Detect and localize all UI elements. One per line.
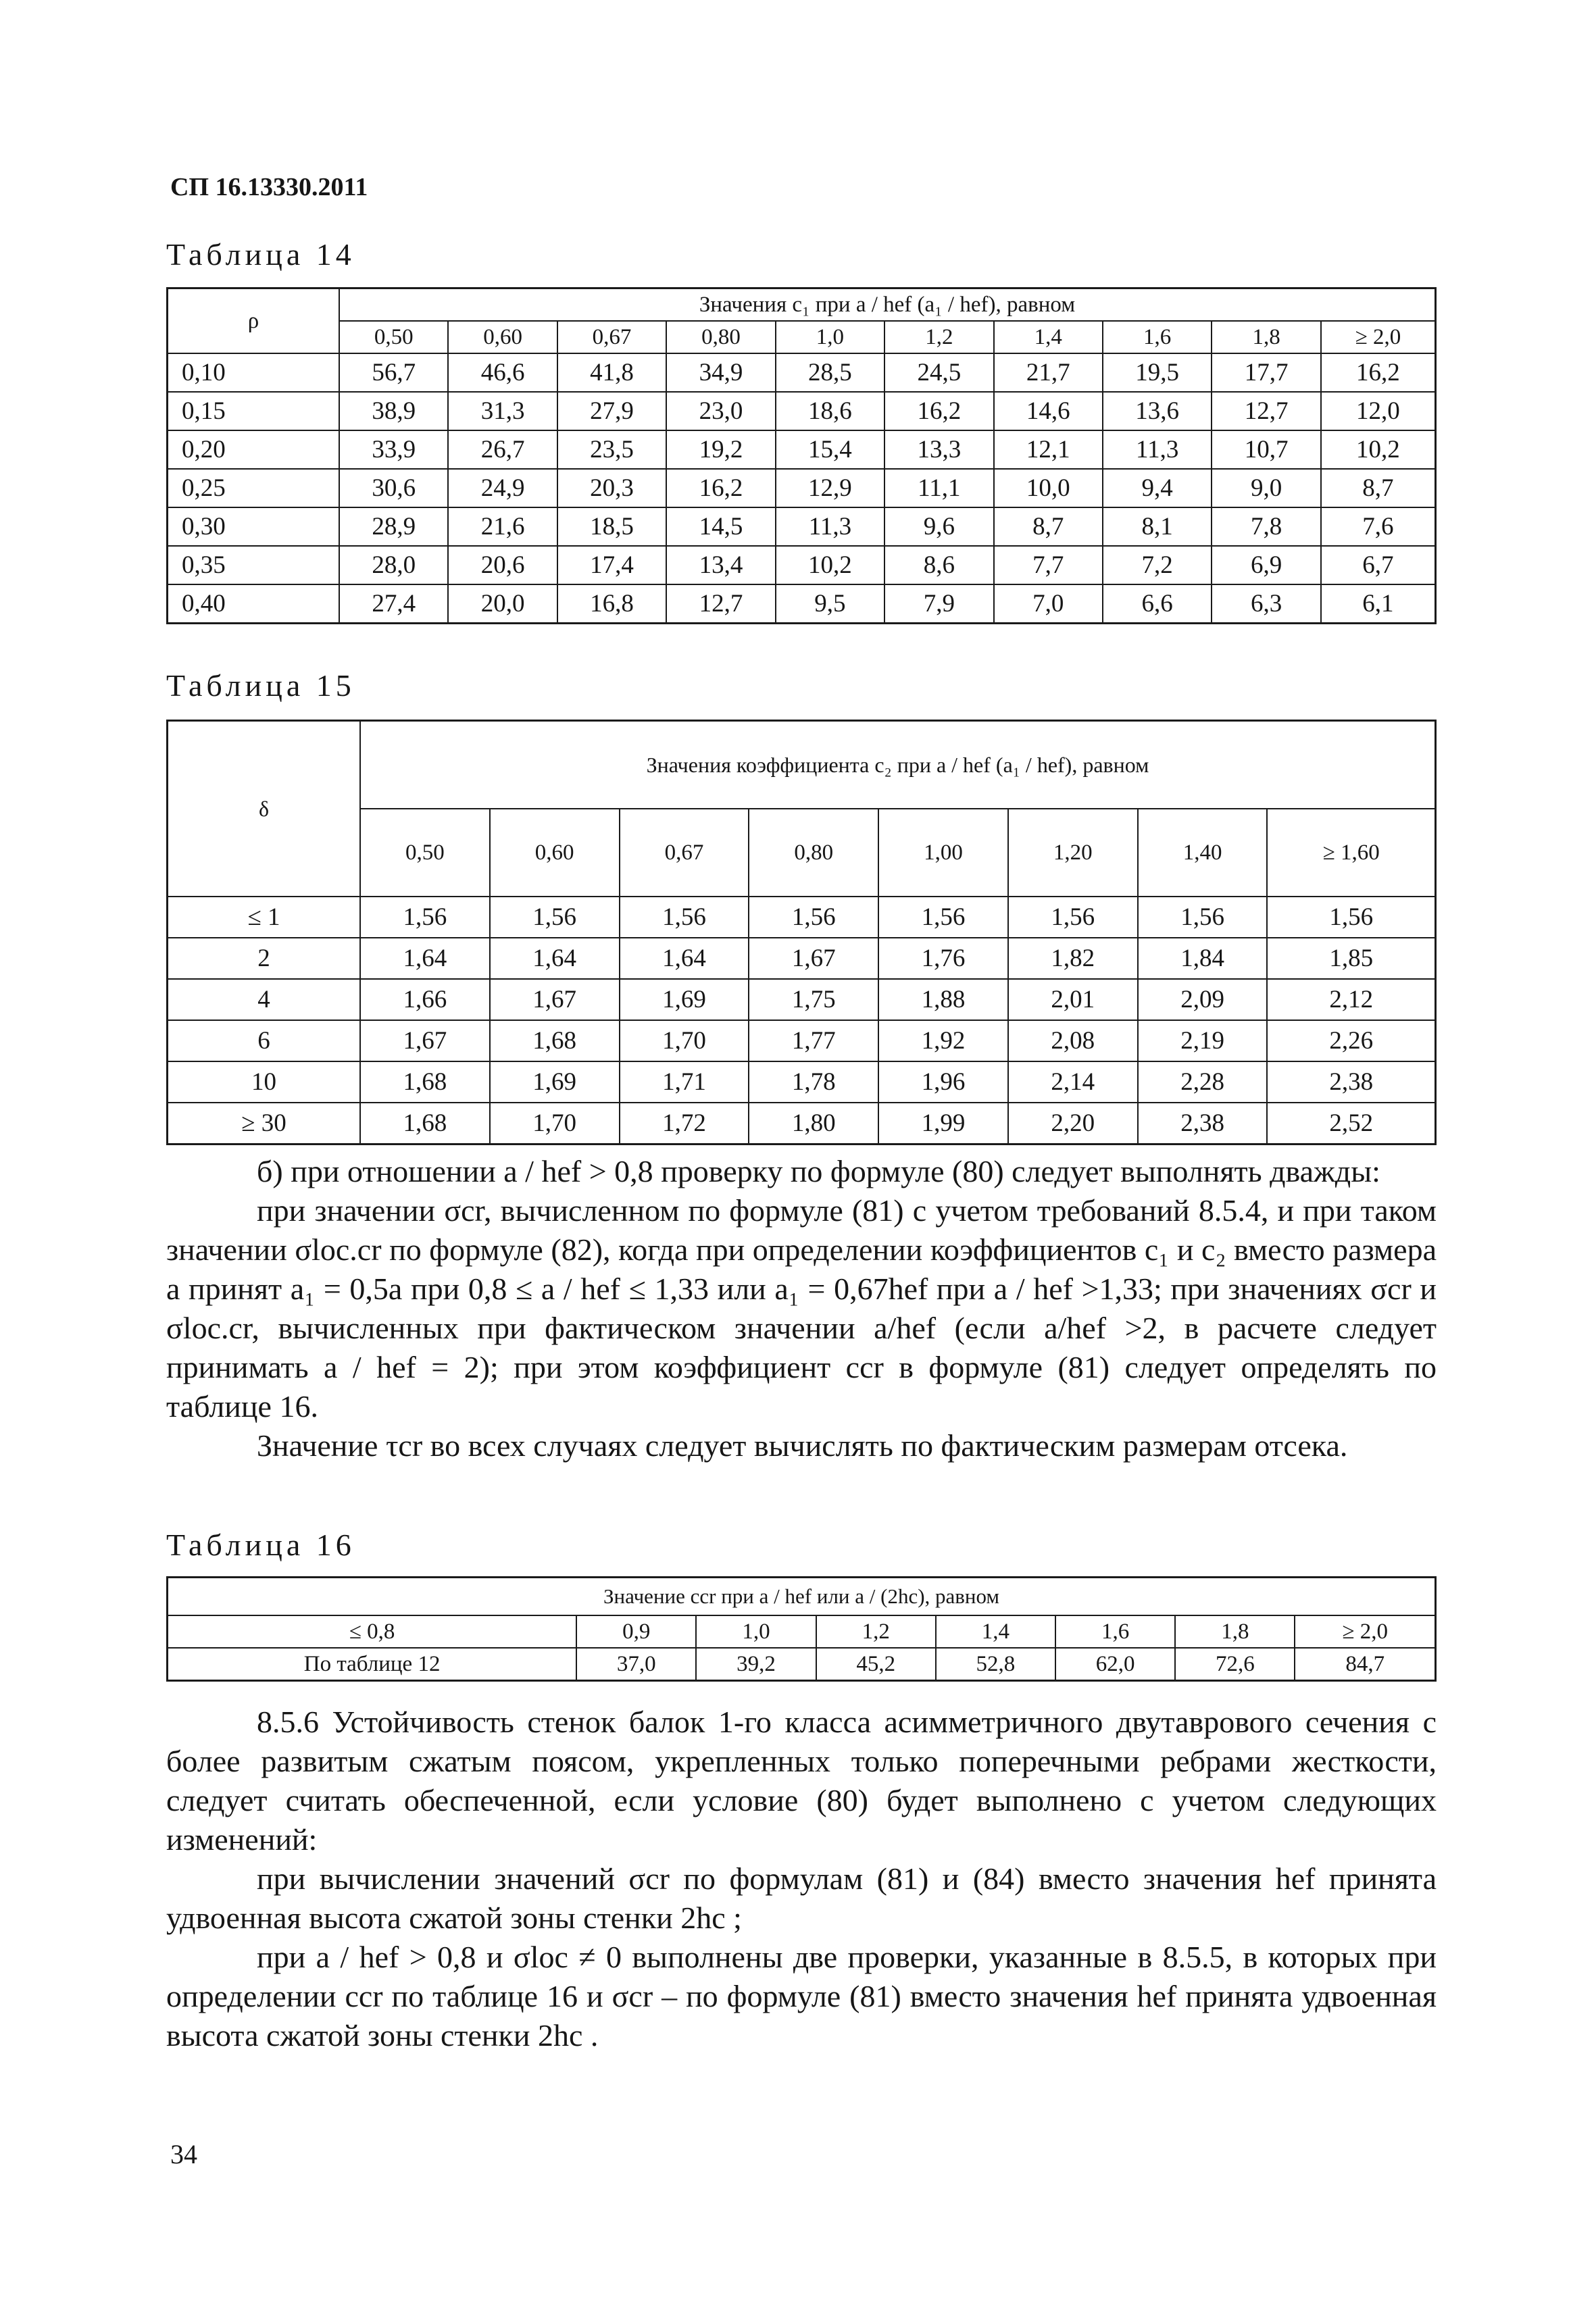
table14-cell: 20,6 [448, 546, 557, 584]
table15-cell: 1,92 [878, 1020, 1008, 1061]
table14-cell: 12,9 [776, 469, 884, 507]
table14-caption: Таблица 14 [166, 237, 355, 272]
table16 [166, 1576, 1437, 1682]
table15-cell: 2,38 [1138, 1103, 1268, 1145]
table14-cell: 10,2 [1321, 430, 1436, 469]
table15-cell: 1,66 [360, 979, 490, 1020]
table14-cell: 16,2 [1321, 353, 1436, 392]
table14-cell: 11,1 [884, 469, 993, 507]
table14-cell: 12,1 [994, 430, 1103, 469]
table14-row [168, 430, 1436, 469]
table16-cell: 52,8 [936, 1648, 1055, 1681]
table14-cell: 21,6 [448, 507, 557, 546]
table14 [166, 287, 1437, 624]
table14-row-label: 0,25 [168, 469, 340, 507]
table15-column-header: 1,40 [1138, 809, 1268, 897]
table14-cell: 15,4 [776, 430, 884, 469]
table14-column-header: 1,6 [1103, 321, 1212, 353]
table14-cell: 17,4 [557, 546, 666, 584]
table14-row [168, 507, 1436, 546]
table15-row-label: 6 [168, 1020, 361, 1061]
table15-cell: 1,56 [490, 897, 620, 938]
table14-column-header: 1,8 [1212, 321, 1320, 353]
table14-cell: 11,3 [776, 507, 884, 546]
table14-cell: 9,6 [884, 507, 993, 546]
table15-row [168, 1020, 1436, 1061]
table15-cell: 1,64 [490, 938, 620, 979]
table16-cell: 37,0 [576, 1648, 696, 1681]
table16-column-header: 0,9 [576, 1615, 696, 1648]
table14-column-header: 1,2 [884, 321, 993, 353]
table14-cell: 23,0 [666, 392, 775, 430]
table16-cell: 39,2 [696, 1648, 816, 1681]
table16-column-header: 1,2 [816, 1615, 936, 1648]
table15-group-header: Значения коэффициента c₂ при a / hef (a₁ / hef), равном [360, 721, 1436, 809]
table14-group-header: Значения c₁ при a / hef (a₁ / hef), равном [339, 288, 1436, 322]
page-number: 34 [170, 2139, 197, 2169]
table15-corner: δ [168, 721, 361, 897]
table14-row [168, 392, 1436, 430]
table15-cell: 1,69 [620, 979, 749, 1020]
table15-column-header: 0,60 [490, 809, 620, 897]
table14-cell: 14,5 [666, 507, 775, 546]
table14-row [168, 584, 1436, 624]
table15-cell: 1,96 [878, 1061, 1008, 1103]
table15-cell: 1,67 [490, 979, 620, 1020]
table14-cell: 7,2 [1103, 546, 1212, 584]
table15-cell: 1,56 [878, 897, 1008, 938]
table16-column-header: 1,8 [1175, 1615, 1295, 1648]
table14-cell: 46,6 [448, 353, 557, 392]
table15-row-label: 4 [168, 979, 361, 1020]
paragraph-8-5-6-p1: 8.5.6 Устойчивость стенок балок 1-го класса асимметричного двутаврового сечения с более развитым сжатым поясом, укрепленных только поперечными ребрами жесткости, следует считать обеспеченной, если условие (80) будет выполнено с учетом следующих изменений: [166, 1705, 1437, 1857]
table15-row [168, 1103, 1436, 1145]
table14-cell: 20,0 [448, 584, 557, 624]
table15-column-header: 1,00 [878, 809, 1008, 897]
table15-cell: 1,85 [1267, 938, 1435, 979]
table15-cell: 1,84 [1138, 938, 1268, 979]
table14-cell: 7,0 [994, 584, 1103, 624]
table14-cell: 13,4 [666, 546, 775, 584]
table15-cell: 1,99 [878, 1103, 1008, 1145]
table15-cell: 1,72 [620, 1103, 749, 1145]
table15-cell: 1,68 [360, 1103, 490, 1145]
table14-row [168, 546, 1436, 584]
table14-cell: 56,7 [339, 353, 448, 392]
table14-cell: 10,0 [994, 469, 1103, 507]
table14-column-header: 0,50 [339, 321, 448, 353]
paragraph-8-5-6-p3: при a / hef > 0,8 и σloc ≠ 0 выполнены две проверки, указанные в 8.5.5, в которых при определении ccr по таблице 16 и σcr – по формуле (81) вместо значения hef принята удвоенная высота сжатой зоны стенки 2hc . [166, 1940, 1437, 2053]
table14-cell: 8,6 [884, 546, 993, 584]
table15-cell: 1,80 [749, 1103, 878, 1145]
table14-cell: 7,9 [884, 584, 993, 624]
paragraph-b-line1: б) при отношении a / hef > 0,8 проверку по формуле (80) следует выполнять дважды: [257, 1154, 1380, 1188]
table14-cell: 27,9 [557, 392, 666, 430]
table14-cell: 6,6 [1103, 584, 1212, 624]
table15-cell: 1,64 [360, 938, 490, 979]
table14-cell: 16,8 [557, 584, 666, 624]
table15-cell: 1,78 [749, 1061, 878, 1103]
table14-column-header: 0,80 [666, 321, 775, 353]
table15-cell: 1,56 [1138, 897, 1268, 938]
table14-cell: 6,3 [1212, 584, 1320, 624]
table15-cell: 2,14 [1008, 1061, 1138, 1103]
table14-cell: 8,7 [1321, 469, 1436, 507]
table14-cell: 7,8 [1212, 507, 1320, 546]
table14-cell: 31,3 [448, 392, 557, 430]
table15-cell: 1,88 [878, 979, 1008, 1020]
table15-cell: 1,68 [360, 1061, 490, 1103]
table15-row [168, 1061, 1436, 1103]
table14-cell: 6,1 [1321, 584, 1436, 624]
table14-row-label: 0,40 [168, 584, 340, 624]
paragraph-b [166, 1152, 1437, 1465]
table15-cell: 2,08 [1008, 1020, 1138, 1061]
table14-cell: 41,8 [557, 353, 666, 392]
table15-cell: 1,64 [620, 938, 749, 979]
table14-row [168, 353, 1436, 392]
paragraph-b-line2: при значении σcr, вычисленном по формуле (81) с учетом требований 8.5.4, и при таком значении σloc.cr по формуле (82), когда при определении коэффициентов c₁ и c₂ вместо размера a принят a₁ = 0,5a при 0,8 ≤ a / hef ≤ 1,33 или a₁ = 0,67hef при a / hef >1,33; при значениях σcr и σloc.cr, вычисленных при фактическом значении a/hef (если a/hef >2, в расчете следует принимать a / hef = 2); при этом коэффициент ccr в формуле (81) следует определять по таблице 16. [166, 1193, 1437, 1424]
table14-column-header: 1,4 [994, 321, 1103, 353]
table14-cell: 12,0 [1321, 392, 1436, 430]
table14-column-header: 1,0 [776, 321, 884, 353]
table14-cell: 8,7 [994, 507, 1103, 546]
table14-cell: 12,7 [1212, 392, 1320, 430]
table16-column-header: 1,0 [696, 1615, 816, 1648]
table14-cell: 7,7 [994, 546, 1103, 584]
table15-cell: 1,56 [360, 897, 490, 938]
table14-cell: 38,9 [339, 392, 448, 430]
table15-cell: 1,77 [749, 1020, 878, 1061]
table15-cell: 2,09 [1138, 979, 1268, 1020]
table15-row [168, 979, 1436, 1020]
table14-row-label: 0,35 [168, 546, 340, 584]
table15-cell: 1,71 [620, 1061, 749, 1103]
table14-row-label: 0,30 [168, 507, 340, 546]
table15-row-label: ≥ 30 [168, 1103, 361, 1145]
table15-cell: 1,70 [490, 1103, 620, 1145]
table14-cell: 11,3 [1103, 430, 1212, 469]
table14-cell: 7,6 [1321, 507, 1436, 546]
table16-cell: По таблице 12 [168, 1648, 577, 1681]
table15-cell: 2,28 [1138, 1061, 1268, 1103]
table14-row-label: 0,20 [168, 430, 340, 469]
table15-cell: 1,69 [490, 1061, 620, 1103]
table14-cell: 6,7 [1321, 546, 1436, 584]
paragraph-8-5-6 [166, 1703, 1437, 2055]
table15-row-label: 2 [168, 938, 361, 979]
table15-cell: 2,01 [1008, 979, 1138, 1020]
table14-cell: 17,7 [1212, 353, 1320, 392]
table14-cell: 16,2 [884, 392, 993, 430]
table14-cell: 10,2 [776, 546, 884, 584]
table16-cell: 45,2 [816, 1648, 936, 1681]
table15-cell: 1,56 [1008, 897, 1138, 938]
table14-cell: 20,3 [557, 469, 666, 507]
table14-column-header: ≥ 2,0 [1321, 321, 1436, 353]
table14-column-header: 0,67 [557, 321, 666, 353]
table16-cell: 72,6 [1175, 1648, 1295, 1681]
table15-row-label: 10 [168, 1061, 361, 1103]
table15-cell: 2,20 [1008, 1103, 1138, 1145]
paragraph-8-5-6-p2: при вычислении значений σcr по формулам (81) и (84) вместо значения hef принята удвоенная высота сжатой зоны стенки 2hc ; [166, 1861, 1437, 1935]
document-header: СП 16.13330.2011 [170, 173, 368, 201]
table15-cell: 1,82 [1008, 938, 1138, 979]
table14-cell: 18,5 [557, 507, 666, 546]
table14-cell: 18,6 [776, 392, 884, 430]
table16-column-header: 1,6 [1055, 1615, 1175, 1648]
table14-row [168, 469, 1436, 507]
table15-cell: 1,56 [620, 897, 749, 938]
table14-cell: 28,0 [339, 546, 448, 584]
table14-cell: 9,5 [776, 584, 884, 624]
table15-column-header: 0,50 [360, 809, 490, 897]
table14-cell: 19,5 [1103, 353, 1212, 392]
table14-cell: 8,1 [1103, 507, 1212, 546]
table14-cell: 26,7 [448, 430, 557, 469]
table14-row-label: 0,10 [168, 353, 340, 392]
table15-cell: 1,70 [620, 1020, 749, 1061]
table14-cell: 30,6 [339, 469, 448, 507]
table15-cell: 2,26 [1267, 1020, 1435, 1061]
table14-cell: 27,4 [339, 584, 448, 624]
table14-cell: 19,2 [666, 430, 775, 469]
table15-cell: 1,56 [749, 897, 878, 938]
table15-row [168, 897, 1436, 938]
table14-column-header: 0,60 [448, 321, 557, 353]
table14-cell: 34,9 [666, 353, 775, 392]
table16-column-header: ≤ 0,8 [168, 1615, 577, 1648]
table15-cell: 1,68 [490, 1020, 620, 1061]
table14-cell: 16,2 [666, 469, 775, 507]
table16-caption: Таблица 16 [166, 1528, 355, 1562]
table15-row [168, 938, 1436, 979]
table14-cell: 21,7 [994, 353, 1103, 392]
table15-cell: 2,12 [1267, 979, 1435, 1020]
table14-cell: 13,6 [1103, 392, 1212, 430]
table14-cell: 23,5 [557, 430, 666, 469]
table15-column-header: 1,20 [1008, 809, 1138, 897]
table14-corner: ρ [168, 288, 340, 354]
paragraph-b-line3: Значение τcr во всех случаях следует вычислять по фактическим размерам отсека. [257, 1428, 1348, 1463]
table14-cell: 24,5 [884, 353, 993, 392]
table15-column-header: 0,67 [620, 809, 749, 897]
table15 [166, 720, 1437, 1145]
table14-cell: 12,7 [666, 584, 775, 624]
table15-column-header: 0,80 [749, 809, 878, 897]
table14-cell: 9,4 [1103, 469, 1212, 507]
table16-column-header: 1,4 [936, 1615, 1055, 1648]
table14-cell: 6,9 [1212, 546, 1320, 584]
table15-cell: 2,38 [1267, 1061, 1435, 1103]
table15-row-label: ≤ 1 [168, 897, 361, 938]
table16-cell: 84,7 [1295, 1648, 1435, 1681]
table15-cell: 2,19 [1138, 1020, 1268, 1061]
table16-group-header: Значение ccr при a / hef или a / (2hc), равном [168, 1578, 1436, 1616]
table16-cell: 62,0 [1055, 1648, 1175, 1681]
table14-cell: 33,9 [339, 430, 448, 469]
table14-cell: 13,3 [884, 430, 993, 469]
table14-cell: 14,6 [994, 392, 1103, 430]
table15-cell: 2,52 [1267, 1103, 1435, 1145]
table14-row-label: 0,15 [168, 392, 340, 430]
table15-caption: Таблица 15 [166, 668, 355, 703]
table14-cell: 10,7 [1212, 430, 1320, 469]
table15-cell: 1,76 [878, 938, 1008, 979]
table15-cell: 1,75 [749, 979, 878, 1020]
table15-cell: 1,56 [1267, 897, 1435, 938]
table15-column-header: ≥ 1,60 [1267, 809, 1435, 897]
table14-cell: 9,0 [1212, 469, 1320, 507]
table14-cell: 28,5 [776, 353, 884, 392]
table14-cell: 28,9 [339, 507, 448, 546]
table16-column-header: ≥ 2,0 [1295, 1615, 1435, 1648]
table14-cell: 24,9 [448, 469, 557, 507]
table15-cell: 1,67 [360, 1020, 490, 1061]
table15-cell: 1,67 [749, 938, 878, 979]
